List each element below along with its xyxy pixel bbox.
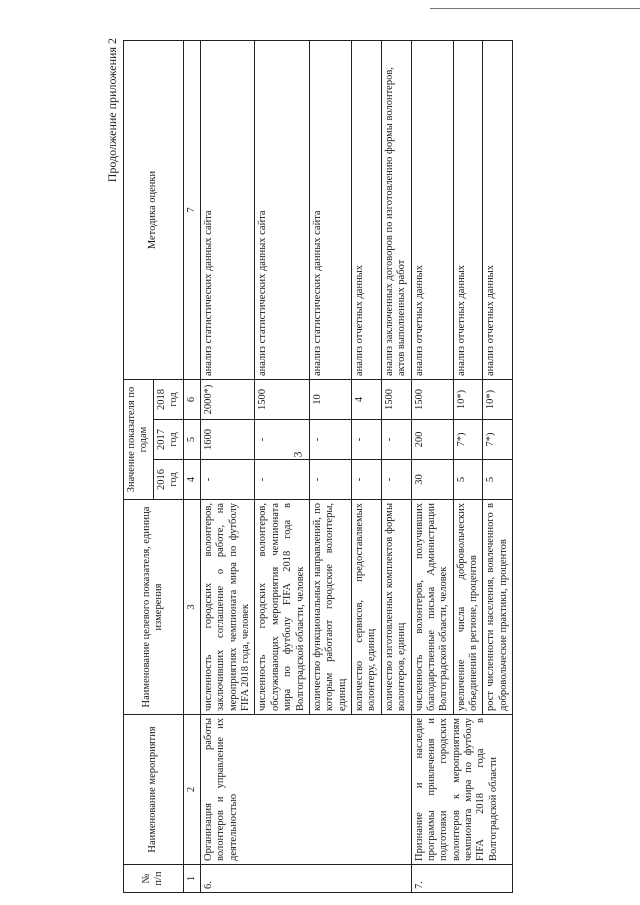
method: анализ отчетных данных <box>352 41 382 380</box>
col-num-7: 7 <box>183 41 200 380</box>
header-indicator: Наименование целевого показателя, единица измерения <box>124 500 184 715</box>
col-num-4: 4 <box>183 460 200 500</box>
value-2016: - <box>352 460 382 500</box>
method: анализ отчетных данных <box>483 41 513 380</box>
value-2017: - <box>381 420 411 460</box>
value-2016: 30 <box>411 460 453 500</box>
value-2017: 7*) <box>453 420 483 460</box>
indicator-name: увеличение числа добровольческих объединений в регионе, процентов <box>453 500 483 715</box>
event-name: Организация работы волонтеров и управление их деятельностью <box>200 715 411 865</box>
method: анализ отчетных данных <box>453 41 483 380</box>
row-number: 6. <box>200 865 411 893</box>
value-2017: - <box>255 420 310 460</box>
page-number: 3 <box>290 451 305 458</box>
value-2018: 1500 <box>255 380 310 420</box>
table-row <box>411 41 453 893</box>
header-2016: 2016 год <box>153 460 183 500</box>
indicator-name: численность городских волонтеров, обслуживающих мероприятия чемпионата мира по футболу FIFA 2018 года в Волгоградской области, человек <box>255 500 310 715</box>
value-2017: 1600 <box>200 420 255 460</box>
header-values: Значение показателя по годам <box>124 380 154 500</box>
method: анализ заключенных договоров по изготовлению формы волонтеров, актов выполненных работ <box>381 41 411 380</box>
col-num-3: 3 <box>183 500 200 715</box>
indicator-name: численность городских волонтеров, заключивших соглашение о работе, на мероприятиях чемпионата мира по футболу FIFA 2018 года, человек <box>200 500 255 715</box>
value-2016: 5 <box>483 460 513 500</box>
value-2016: 5 <box>453 460 483 500</box>
table-row <box>200 41 255 893</box>
event-name: Признание и наследие программы привлечения и подготовки городских волонтеров к мероприятиям чемпионата мира по футболу FIFA 2018 года в Волгоградской области <box>411 715 513 865</box>
value-2018: 1500 <box>381 380 411 420</box>
header-event: Наименование мероприятия <box>124 715 184 865</box>
method: анализ отчетных данных <box>411 41 453 380</box>
col-num-6: 6 <box>183 380 200 420</box>
value-2018: 10*) <box>483 380 513 420</box>
value-2017: 7*) <box>483 420 513 460</box>
top-rule <box>430 8 640 9</box>
indicator-table <box>123 40 513 893</box>
header-2017: 2017 год <box>153 420 183 460</box>
value-2017: - <box>352 420 382 460</box>
col-num-1: 1 <box>183 865 200 893</box>
col-num-2: 2 <box>183 715 200 865</box>
indicator-name: количество функциональных направлений, по которым работают городские волонтеры, единиц <box>309 500 351 715</box>
indicator-name: количество изготовленных комплектов формы волонтеров, единиц <box>381 500 411 715</box>
indicator-name: численность волонтеров, получивших благодарственные письма Администрации Волгоградской области, человек <box>411 500 453 715</box>
value-2018: 1500 <box>411 380 453 420</box>
row-number: 7. <box>411 865 513 893</box>
rotated-sheet <box>105 33 625 893</box>
value-2016: - <box>255 460 310 500</box>
value-2018: 2000*) <box>200 380 255 420</box>
value-2017: 200 <box>411 420 453 460</box>
col-num-5: 5 <box>183 420 200 460</box>
value-2018: 10 <box>309 380 351 420</box>
value-2016: - <box>381 460 411 500</box>
header-2018: 2018 год <box>153 380 183 420</box>
method: анализ статистических данных сайта <box>200 41 255 380</box>
value-2016: - <box>309 460 351 500</box>
continuation-note: Продолжение приложения 2 <box>105 38 119 183</box>
method: анализ статистических данных сайта <box>255 41 310 380</box>
value-2018: 4 <box>352 380 382 420</box>
value-2017: - <box>309 420 351 460</box>
header-no: № п/п <box>124 865 184 893</box>
header-method: Методика оценки <box>124 41 184 380</box>
indicator-name: количество сервисов, предоставляемых волонтеру, единиц <box>352 500 382 715</box>
value-2016: - <box>200 460 255 500</box>
indicator-name: рост численности населения, вовлеченного в добровольческие практики, процентов <box>483 500 513 715</box>
method: анализ статистических данных сайта <box>309 41 351 380</box>
value-2018: 10*) <box>453 380 483 420</box>
